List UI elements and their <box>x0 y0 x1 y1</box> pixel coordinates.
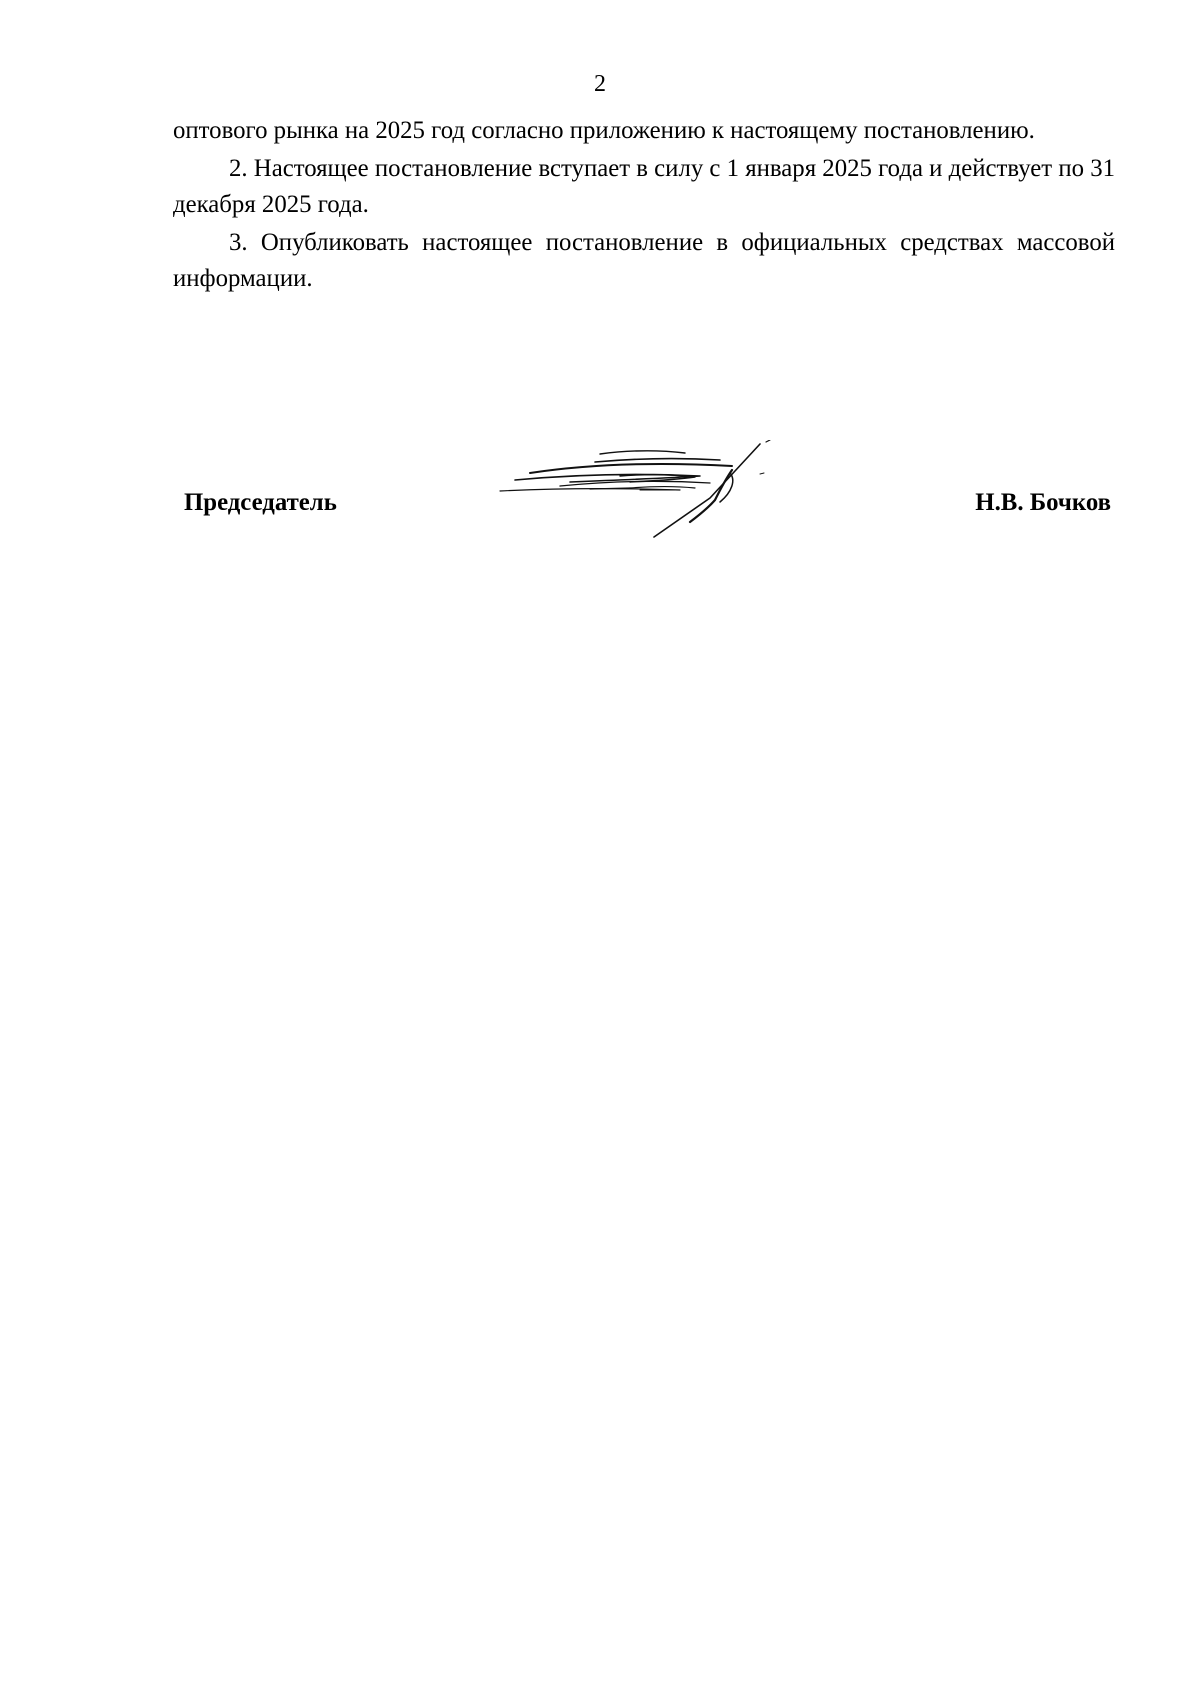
signatory-title: Председатель <box>184 489 337 516</box>
handwritten-signature <box>470 440 790 540</box>
signatory-name: Н.В. Бочков <box>975 489 1111 516</box>
page-number: 2 <box>594 71 606 97</box>
paragraph-continuation: оптового рынка на 2025 год согласно приложению к настоящему постановлению. <box>173 117 1035 144</box>
paragraph-item-2: 2. Настоящее постановление вступает в силу с 1 января 2025 года и действует по 31 декабря 2025 года. <box>173 155 1115 218</box>
document-body <box>173 113 1115 299</box>
paragraph-item-3: 3. Опубликовать настоящее постановление в официальных средствах массовой информации. <box>173 229 1115 292</box>
